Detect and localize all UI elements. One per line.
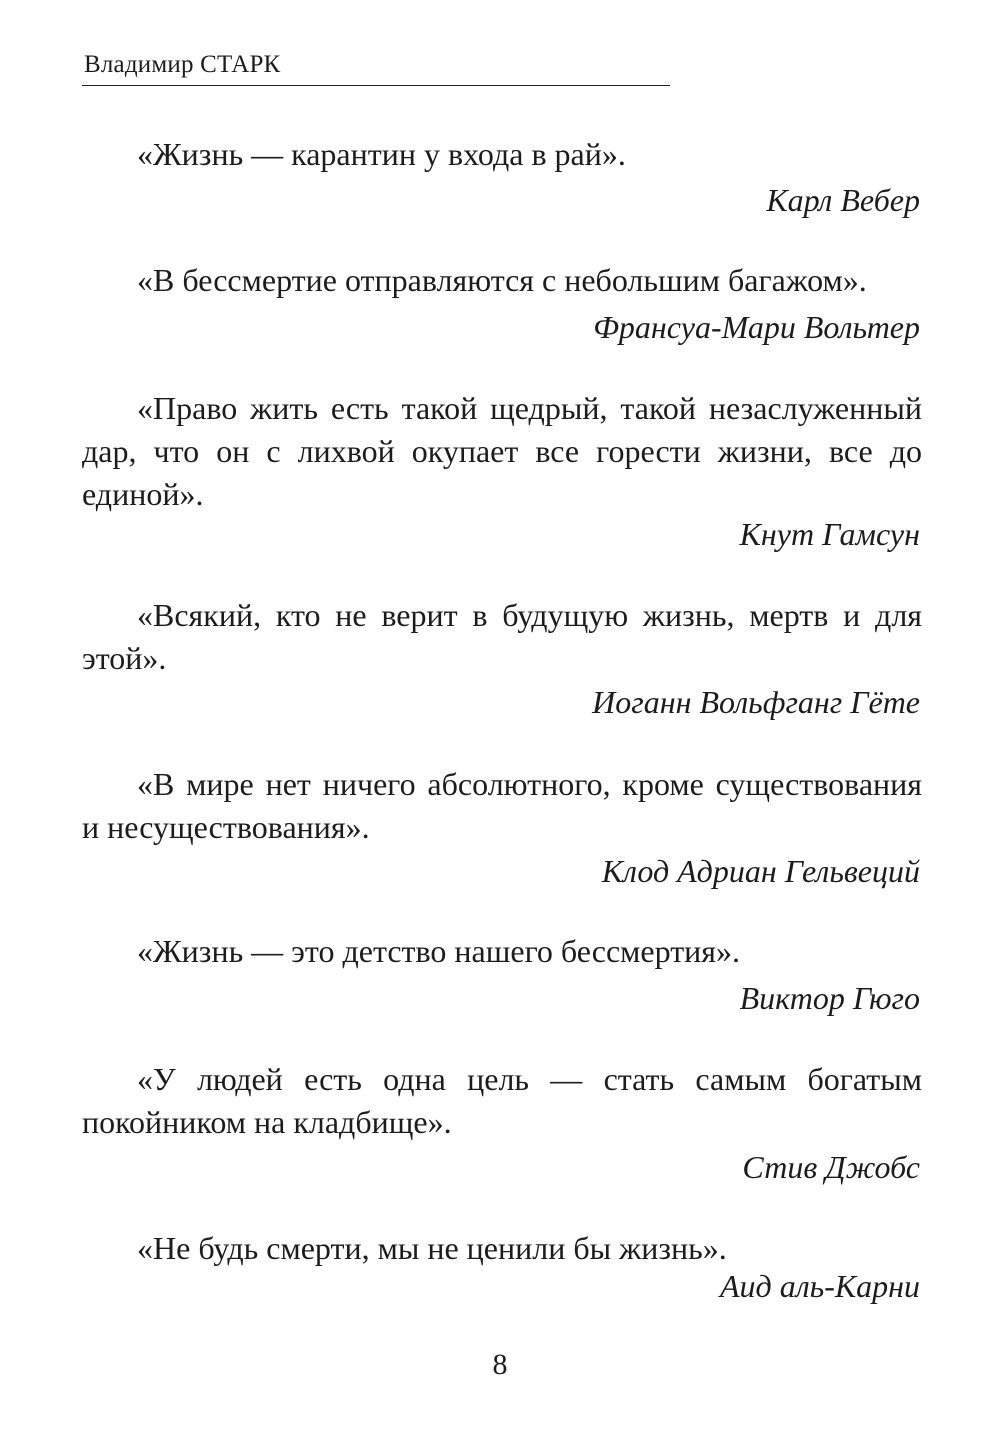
quote-author: Кнут Гамсун	[739, 516, 920, 552]
quote-text: «У людей есть одна цель — стать самым богатым покойником на кладбище».	[82, 1061, 922, 1140]
quote-text: «Право жить есть такой щедрый, такой незаслуженный дар, что он с лихвой окупает все горести жизни, все до единой».	[82, 390, 922, 512]
quote-text: «Всякий, кто не верит в будущую жизнь, мертв и для этой».	[82, 597, 922, 676]
header-rule	[82, 85, 670, 86]
quote-author: Клод Адриан Гельвеций	[601, 853, 920, 889]
quote-author: Аид аль-Карни	[719, 1268, 920, 1304]
quote-text: «Жизнь — это детство нашего бессмертия».	[137, 933, 741, 969]
quote-author: Иоганн Вольфганг Гёте	[592, 684, 920, 720]
page-number: 8	[492, 1348, 508, 1381]
quote-text: «В бессмертие отправляются с небольшим багажом».	[137, 262, 867, 298]
quote-text: «Не будь смерти, мы не ценили бы жизнь».	[137, 1230, 727, 1266]
quote-text: «Жизнь — карантин у входа в рай».	[137, 136, 626, 172]
running-head: Владимир СТАРК	[84, 51, 281, 78]
quote-author: Виктор Гюго	[739, 980, 920, 1016]
quote-text: «В мире нет ничего абсолютного, кроме существования и несуществования».	[82, 766, 922, 845]
quote-author: Стив Джобс	[742, 1149, 920, 1185]
quote-author: Франсуа-Мари Вольтер	[593, 309, 920, 345]
quote-author: Карл Вебер	[766, 182, 920, 218]
